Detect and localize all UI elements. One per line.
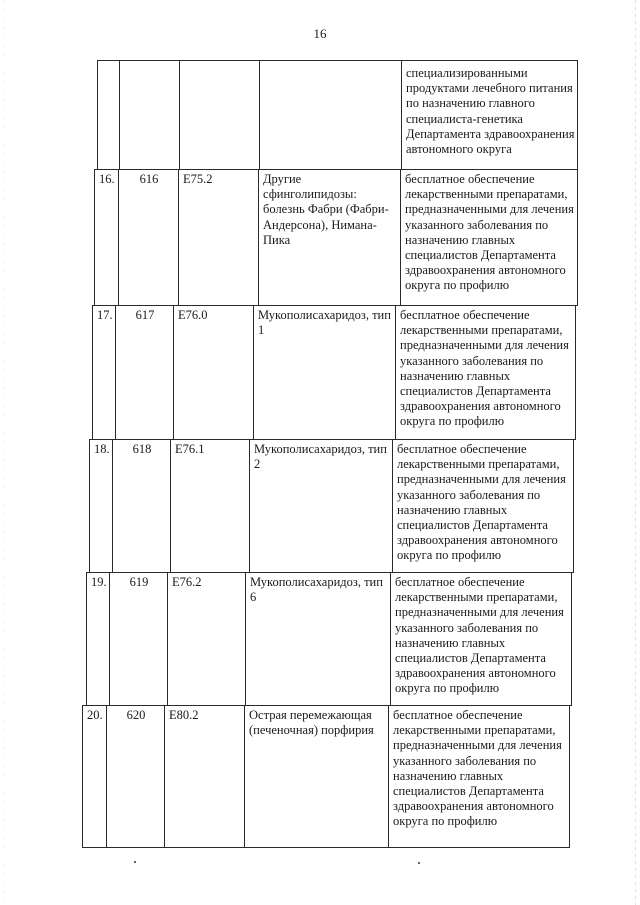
row-code: 617 xyxy=(116,306,174,439)
row-disease-name: Другие сфинголипидозы: болезнь Фабри (Фабри-Андерсона), Нимана-Пика xyxy=(259,170,401,305)
row-disease-name: Мукополисахаридоз, тип 2 xyxy=(250,440,393,572)
table-row xyxy=(92,305,576,440)
row-disease-name: Мукополисахаридоз, тип 1 xyxy=(254,306,396,439)
row-provision-text: специализированными продуктами лечебного питания по назначению главного специалиста-генетика Департамента здравоохранения автономного округа xyxy=(406,66,575,157)
row-number: 19. xyxy=(87,573,110,705)
table-row xyxy=(86,572,572,706)
row-provision-text: бесплатное обеспечение лекарственными препаратами, предназначенными для лечения указанного заболевания по назначению главных специалистов Департамента здравоохранения автономного округа по профилю xyxy=(400,308,569,429)
scan-speck xyxy=(418,862,420,864)
row-provision-text: бесплатное обеспечение лекарственными препаратами, предназначенными для лечения указанного заболевания по назначению главных специалистов Департамента здравоохранения автономного округа по профилю xyxy=(397,442,566,563)
row-code: 619 xyxy=(110,573,168,705)
row-number: 16. xyxy=(95,170,119,305)
row-number: 18. xyxy=(90,440,113,572)
page-number: 16 xyxy=(313,26,327,41)
scan-speck xyxy=(134,861,136,863)
table-row xyxy=(82,705,570,848)
row-code: 616 xyxy=(119,170,179,305)
row-icd-code: E75.2 xyxy=(179,170,259,305)
row-code: 618 xyxy=(113,440,171,572)
row-icd-code: E76.0 xyxy=(174,306,254,439)
row-number: 20. xyxy=(83,706,107,847)
table-row xyxy=(89,439,574,573)
row-number: 17. xyxy=(93,306,116,439)
row-code: 620 xyxy=(107,706,165,847)
table-row xyxy=(94,169,578,306)
row-icd-code: E76.1 xyxy=(171,440,250,572)
row-icd-code xyxy=(180,61,260,169)
row-disease-name: Острая перемежающая (печеночная) порфирия xyxy=(245,706,389,847)
row-icd-code: E80.2 xyxy=(165,706,245,847)
table-row xyxy=(97,60,578,170)
row-number xyxy=(98,61,120,169)
row-disease-name: Мукополисахаридоз, тип 6 xyxy=(246,573,391,705)
row-code xyxy=(120,61,180,169)
row-provision-text: бесплатное обеспечение лекарственными препаратами, предназначенными для лечения указанного заболевания по назначению главных специалистов Департамента здравоохранения автономного округа по профилю xyxy=(405,172,574,293)
row-provision-text: бесплатное обеспечение лекарственными препаратами, предназначенными для лечения указанного заболевания по назначению главных специалистов Департамента здравоохранения автономного округа по профилю xyxy=(393,708,562,829)
row-provision-text: бесплатное обеспечение лекарственными препаратами, предназначенными для лечения указанного заболевания по назначению главных специалистов Департамента здравоохранения автономного округа по профилю xyxy=(395,575,564,696)
row-disease-name xyxy=(260,61,402,169)
row-icd-code: E76.2 xyxy=(168,573,246,705)
